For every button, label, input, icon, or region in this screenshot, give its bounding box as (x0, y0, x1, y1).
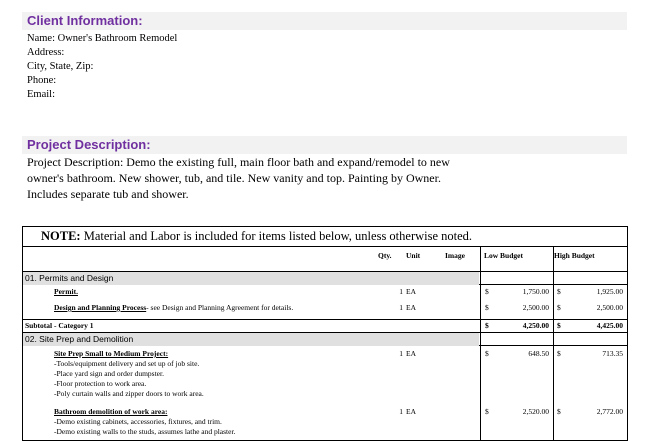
item-site-prep: Site Prep Small to Medium Project: (54, 349, 169, 358)
client-email: Email: (27, 89, 55, 100)
currency: $ (485, 287, 489, 296)
low-budget: 648.50 (528, 349, 549, 358)
col-qty: Qty. (378, 251, 392, 260)
subtotal-category-1: Subtotal - Category 1 (25, 321, 94, 330)
item-qty: 1 (399, 349, 403, 358)
item-qty: 1 (399, 287, 403, 296)
item-bathroom-demolition: Bathroom demolition of work area: (54, 407, 168, 416)
subtotal-high: 4,425.00 (596, 321, 623, 330)
currency: $ (557, 303, 561, 312)
currency: $ (485, 321, 489, 330)
currency: $ (557, 407, 561, 416)
col-low-budget: Low Budget (484, 251, 523, 260)
currency: $ (557, 321, 561, 330)
currency: $ (485, 407, 489, 416)
item-design-planning (54, 303, 293, 313)
item-detail: -Floor protection to work area. (54, 379, 147, 388)
col-unit: Unit (406, 251, 421, 260)
item-qty: 1 (399, 303, 403, 312)
high-budget: 2,500.00 (596, 303, 623, 312)
high-budget: 2,772.00 (596, 407, 623, 416)
col-divider (480, 246, 481, 441)
item-detail: -Poly curtain walls and zipper doors to work area. (54, 389, 204, 398)
item-permit: Permit. (54, 287, 78, 296)
low-budget: 2,520.00 (522, 407, 549, 416)
client-info-header: Client Information: (22, 12, 627, 30)
low-budget: 1,750.00 (522, 287, 549, 296)
item-unit: EA (406, 303, 416, 312)
rule (23, 246, 627, 247)
project-description-text: Project Description: Demo the existing full, main floor bath and expand/remodel to new owner's bathroom. New shower, tub, and tile. New vanity and top. Painting by Owner. Includes separate tub and shower. (27, 155, 450, 201)
item-unit: EA (406, 407, 416, 416)
col-image: Image (445, 251, 465, 260)
client-phone: Phone: (27, 75, 57, 86)
item-unit: EA (406, 349, 416, 358)
item-detail: -Demo existing walls to the studs, assumes lathe and plaster. (54, 427, 236, 436)
item-qty: 1 (399, 407, 403, 416)
high-budget: 1,925.00 (596, 287, 623, 296)
currency: $ (557, 287, 561, 296)
estimate-table (22, 226, 628, 441)
low-budget: 2,500.00 (522, 303, 549, 312)
rule (23, 319, 627, 320)
high-budget: 713.35 (602, 349, 623, 358)
subtotal-low: 4,250.00 (522, 321, 549, 330)
item-unit: EA (406, 287, 416, 296)
currency: $ (557, 349, 561, 358)
col-divider (553, 246, 554, 441)
category-1-band: 01. Permits and Design (23, 272, 479, 285)
item-name: Design and Planning Process (54, 303, 147, 312)
client-address: Address: (27, 47, 65, 58)
currency: $ (485, 349, 489, 358)
col-high-budget: High Budget (554, 251, 595, 260)
item-detail: -Tools/equipment delivery and set up of job site. (54, 359, 200, 368)
currency: $ (485, 303, 489, 312)
category-2-band: 02. Site Prep and Demolition (23, 333, 479, 346)
note-text: Material and Labor is included for items listed below, unless otherwise noted. (80, 229, 473, 243)
project-description-header: Project Description: (22, 136, 627, 154)
item-detail: -Demo existing cabinets, accessories, fixtures, and trim. (54, 417, 222, 426)
item-detail: -Place yard sign and order dumpster. (54, 369, 164, 378)
item-desc: - see Design and Planning Agreement for details. (146, 303, 294, 312)
note-label: NOTE: (41, 229, 81, 243)
client-name: Name: Owner's Bathroom Remodel (27, 33, 178, 44)
client-city-state-zip: City, State, Zip: (27, 61, 94, 72)
table-note (41, 229, 472, 244)
